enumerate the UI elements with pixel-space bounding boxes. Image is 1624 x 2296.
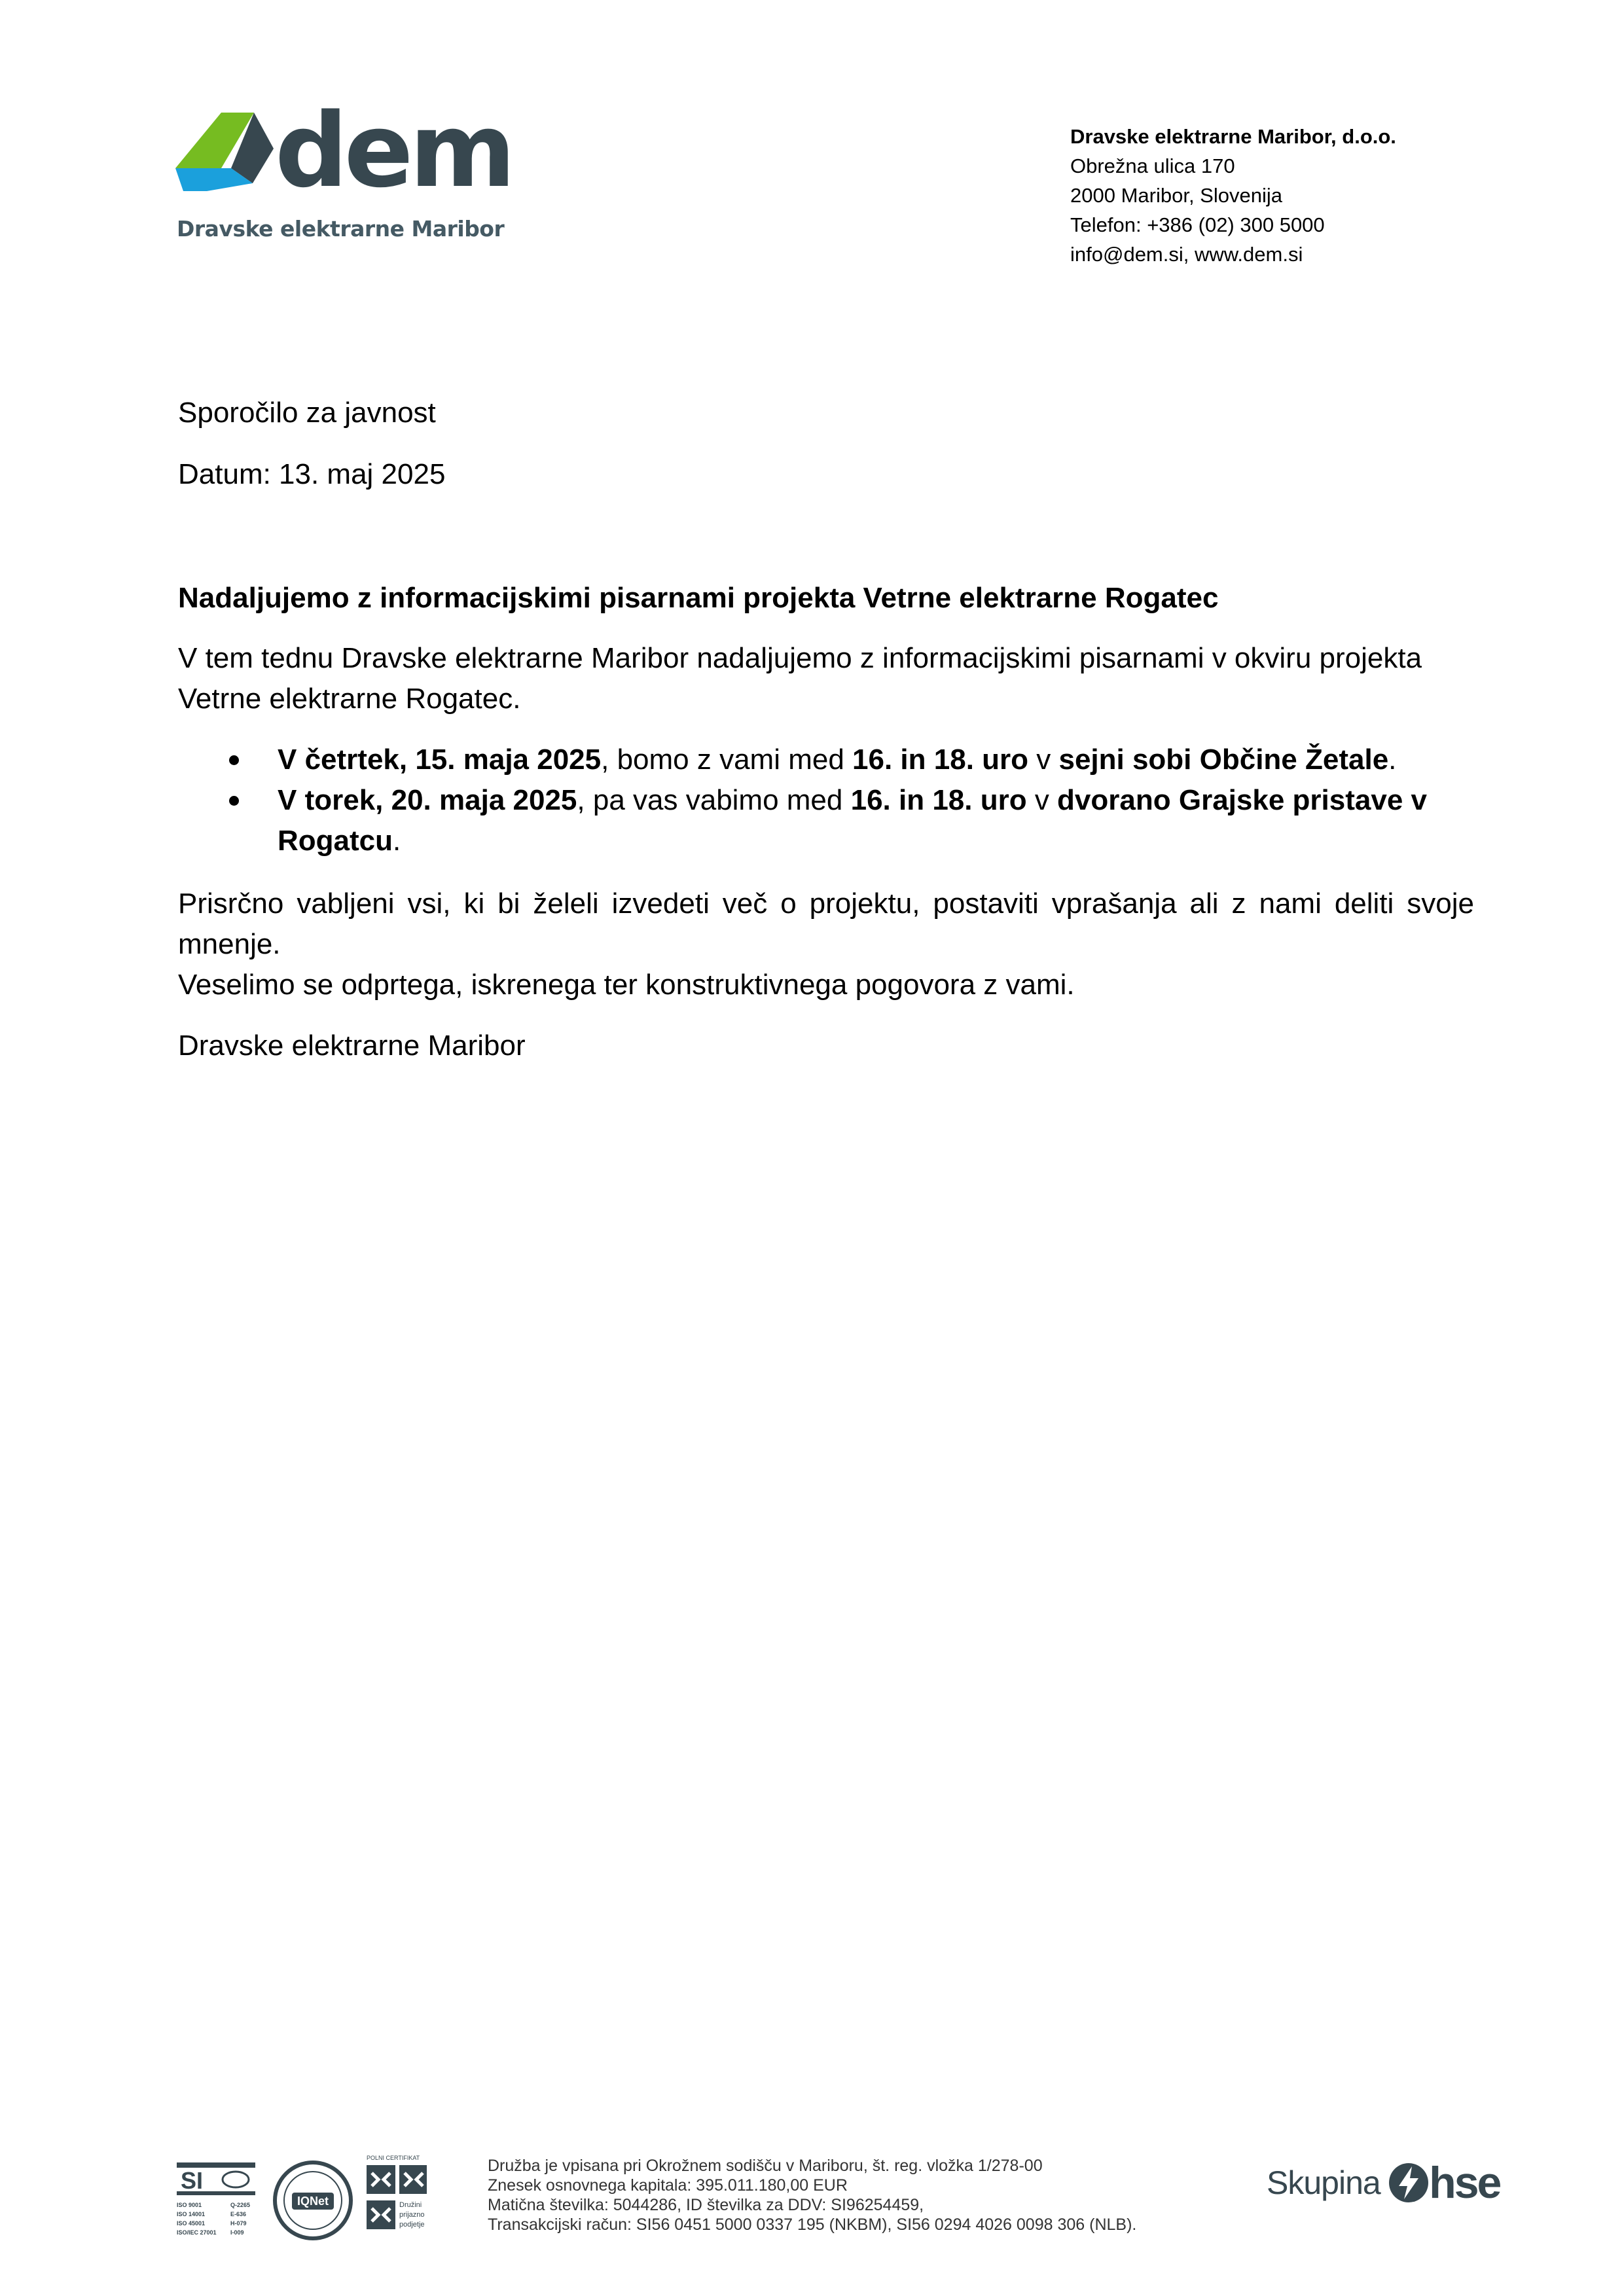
cert-code: H-079 — [230, 2220, 247, 2227]
event-text: v — [1028, 744, 1059, 776]
cert-code: I-009 — [230, 2229, 244, 2236]
event-text: , bomo z vami med — [601, 744, 853, 776]
family-line: podjetje — [399, 2221, 425, 2229]
signature: Dravske elektrarne Maribor — [178, 1030, 526, 1062]
si-mark: SI — [181, 2167, 204, 2194]
iso-line: ISO 14001 — [177, 2211, 206, 2217]
certification-logos-icon — [175, 2153, 444, 2245]
event-place: dvorano Grajske pristave v Rogatcu — [278, 784, 1427, 857]
logo-subtitle: Dravske elektrarne Maribor — [177, 216, 505, 242]
footer-legal-text — [488, 2156, 1136, 2234]
event-list — [178, 740, 1474, 861]
list-item — [178, 740, 1474, 780]
address-block — [1070, 122, 1396, 269]
company-name: Dravske elektrarne Maribor, d.o.o. — [1070, 125, 1396, 148]
headline: Nadaljujemo z informacijskimi pisarnami projekta Vetrne elektrarne Rogatec — [178, 582, 1219, 614]
skupina-label: Skupina — [1267, 2164, 1380, 2201]
family-line: prijazno — [399, 2211, 425, 2219]
cert-code: Q-2265 — [230, 2202, 251, 2208]
cert-code: E-636 — [230, 2211, 247, 2217]
intro-paragraph: V tem tednu Dravske elektrarne Maribor nadaljujemo z informacijskimi pisarnami v okviru projekta Vetrne elektrarne Rogatec. — [178, 642, 1422, 715]
contact-info: info@dem.si, www.dem.si — [1070, 243, 1303, 266]
footer-line: Matična številka: 5044286, ID številka za DDV: SI96254459, — [488, 2196, 924, 2214]
event-text: . — [1388, 744, 1397, 776]
footer-line: Družba je vpisana pri Okrožnem sodišču v Mariboru, št. reg. vložka 1/278-00 — [488, 2157, 1043, 2175]
bullet-icon — [229, 796, 239, 806]
event-day: V četrtek, 15. maja 2025 — [278, 744, 602, 776]
document-date: Datum: 13. maj 2025 — [178, 458, 446, 490]
footer-line: Znesek osnovnega kapitala: 395.011.180,00 EUR — [488, 2176, 848, 2195]
iso-line: ISO 45001 — [177, 2220, 206, 2227]
event-text: v — [1026, 784, 1058, 816]
phone: Telefon: +386 (02) 300 5000 — [1070, 213, 1325, 236]
event-time: 16. in 18. uro — [850, 784, 1027, 816]
event-text: , pa vas vabimo med — [577, 784, 851, 816]
bullet-icon — [229, 755, 239, 765]
iqnet-label: IQNet — [297, 2195, 329, 2208]
certification-logos — [175, 2153, 444, 2245]
footer-line: Transakcijski račun: SI56 0451 5000 0337 195 (NKBM), SI56 0294 4026 0098 306 (NLB). — [488, 2215, 1137, 2234]
document-type: Sporočilo za javnost — [178, 397, 436, 429]
family-line: Družini — [399, 2201, 422, 2209]
list-item — [178, 780, 1474, 861]
event-day: V torek, 20. maja 2025 — [278, 784, 577, 816]
street: Obrežna ulica 170 — [1070, 154, 1235, 177]
event-place: sejni sobi Občine Žetale — [1058, 744, 1389, 776]
closing-line: Veselimo se odprtega, iskrenega ter konstruktivnega pogovora z vami. — [178, 969, 1075, 1001]
hse-group-logo — [1267, 2157, 1500, 2210]
invite-paragraph: Prisrčno vabljeni vsi, ki bi želeli izvedeti več o projektu, postaviti vprašanja ali z nami deliti svoje mnenje. — [178, 888, 1474, 960]
hse-wordmark: hse — [1429, 2158, 1500, 2208]
city: 2000 Maribor, Slovenija — [1070, 184, 1282, 207]
event-text: . — [393, 825, 401, 857]
logo-wordmark: dem — [275, 91, 513, 210]
iso-line: ISO 9001 — [177, 2202, 202, 2208]
event-time: 16. in 18. uro — [852, 744, 1029, 776]
iso-line: ISO/IEC 27001 — [177, 2229, 217, 2236]
lightning-bolt-icon — [1388, 2162, 1429, 2203]
family-title: POLNI CERTIFIKAT — [367, 2155, 420, 2161]
